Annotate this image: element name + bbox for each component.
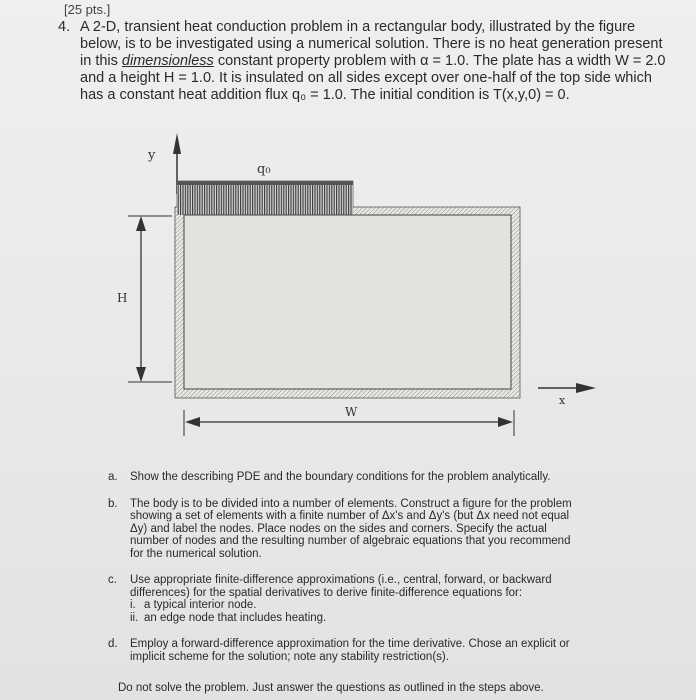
points-label: [25 pts.] [64,2,111,17]
statement-line: below, is to be investigated using a numerical solution. There is no heat generation present [80,36,663,52]
y-axis-label: y [148,148,156,163]
statement-line: A 2-D, transient heat conduction problem in a rectangular body, illustrated by the figure [80,19,636,35]
question-number: 4. [58,19,71,35]
width-label: W [345,405,358,419]
subpart-label: i. [130,599,136,611]
width-arrow-left [185,417,200,427]
part-b [108,498,628,561]
part-d [108,638,628,663]
part-text: Use appropriate finite-difference approximations (i.e., central, forward, or backward differences) for the spatial derivatives to derive finite-difference equations for: [130,574,552,599]
problem-statement [80,19,666,104]
statement-line: has a constant heat addition flux q₀ = 1.0. The initial condition is T(x,y,0) = 0. [80,87,570,103]
subpart-text: a typical interior node. [144,599,257,611]
part-label: a. [108,471,118,483]
part-label: d. [108,638,118,650]
width-arrow-right [498,417,513,427]
heat-flux-region-overlay [177,181,353,215]
x-axis-label: x [559,394,566,407]
part-text: Employ a forward-difference approximation for the time derivative. Chose an explicit or implicit scheme for the solution; note any stability restriction(s). [130,638,570,663]
closing-instruction: Do not solve the problem. Just answer the questions as outlined in the steps above. [118,682,544,694]
height-label: H [117,291,128,305]
height-arrow-bottom [136,367,146,382]
statement-line: in this dimensionless constant property problem with α = 1.0. The plate has a width W = 2.0 [80,53,666,69]
flux-label: q₀ [257,162,271,177]
question-parts [108,471,628,677]
subpart-ii [130,612,628,625]
x-axis-arrowhead [576,383,596,393]
subpart-text: an edge node that includes heating. [144,611,327,624]
plate-body [184,215,511,389]
height-arrow-top [136,216,146,231]
subpart-i [130,599,628,612]
part-label: b. [108,497,118,510]
part-c [108,574,628,624]
statement-line: and a height H = 1.0. It is insulated on all sides except over one-half of the top side which [80,70,652,86]
part-a [108,471,628,484]
part-text: The body is to be divided into a number of elements. Construct a figure for the problem showing a set of elements with a finite number of Δx's and Δy's (but Δx need not equal Δy) and label the nodes. Place nodes on the sides and corners. Specify the actual number of nodes and the resulting number of algebraic equations that you recommend for the numerical solution. [130,497,572,560]
subpart-label: ii. [130,611,139,624]
heat-flux-cap-overlay [177,181,353,185]
underlined-word: dimensionless [121,53,214,69]
part-text: Show the describing PDE and the boundary conditions for the problem analytically. [130,471,551,483]
y-axis-arrowhead [173,133,181,154]
part-label: c. [108,574,117,586]
plate-figure [0,120,696,450]
